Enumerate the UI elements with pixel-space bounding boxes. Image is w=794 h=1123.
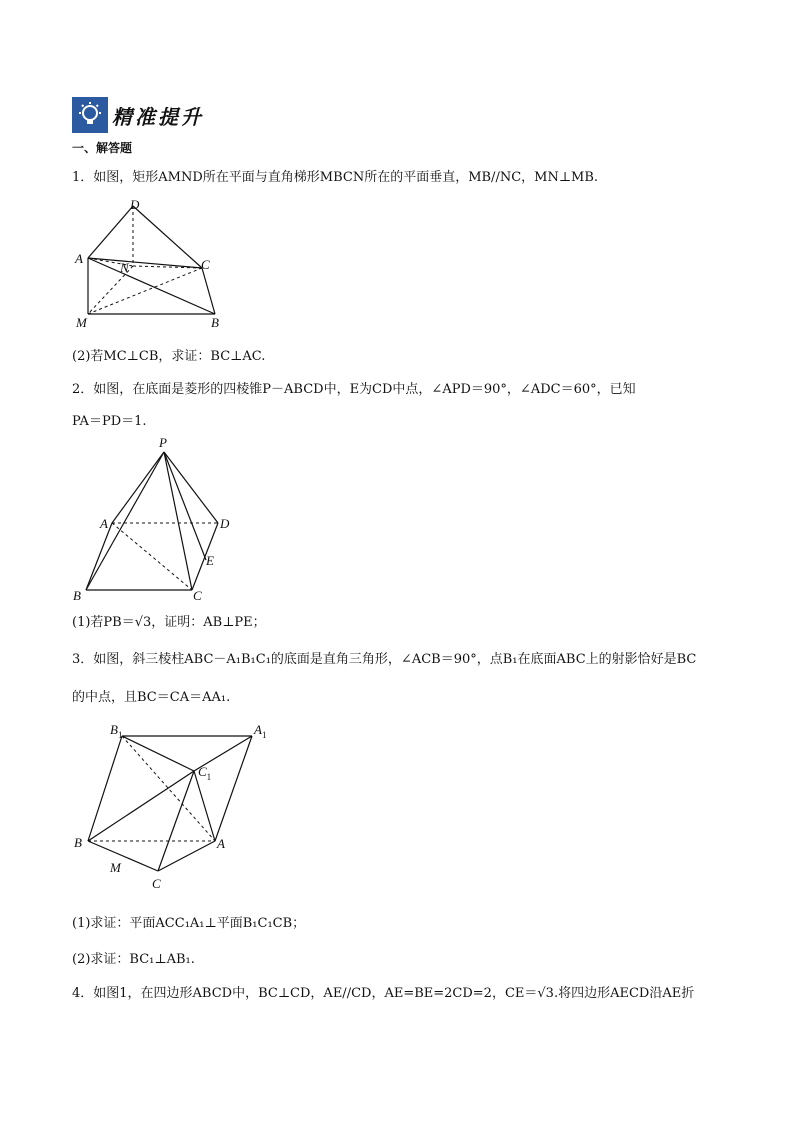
vertex-label-c: C — [152, 876, 161, 891]
vertex-label-c1: $C_1$ — [198, 764, 212, 782]
vertex-label-m: M — [110, 860, 121, 875]
vertex-label-a1: $A_1$ — [254, 722, 267, 740]
problem-4-statement: 4．如图1，在四边形ABCD中，BC⊥CD，AE//CD，AE=BE=2CD=2，CE＝√3.将四边形AECD沿AE折 — [72, 986, 695, 1001]
problem-1-statement: 1．如图，矩形AMND所在平面与直角梯形MBCN所在的平面垂直，MB//NC，MN⊥MB. — [72, 170, 599, 185]
problem-3-statement: 3．如图，斜三棱柱ABC－A₁B₁C₁的底面是直角三角形，∠ACB＝90°，点B₁在底面ABC上的射影恰好是BC — [72, 652, 697, 667]
vertex-label-b: B — [73, 588, 81, 602]
problem-1-figure — [70, 196, 230, 334]
section-title: 一、解答题 — [72, 141, 133, 155]
vertex-label-a: A — [217, 836, 225, 851]
vertex-label-b1: $B_1$ — [110, 722, 123, 740]
problem-3-figure — [70, 718, 270, 896]
vertex-label-c: C — [193, 588, 202, 602]
vertex-label-n: N — [120, 260, 129, 275]
vertex-label-a: A — [75, 251, 83, 266]
vertex-label-e: E — [206, 553, 214, 568]
section-banner — [72, 97, 204, 133]
vertex-label-d: D — [220, 516, 230, 531]
vertex-label-c: C — [201, 257, 210, 272]
problem-2-statement: 2．如图，在底面是菱形的四棱锥P－ABCD中，E为CD中点，∠APD＝90°，∠ADC＝60°，已知 — [72, 382, 636, 397]
problem-2-figure — [70, 432, 240, 602]
lightbulb-icon — [72, 97, 108, 133]
vertex-label-a: A — [100, 516, 108, 531]
vertex-label-b: B — [211, 315, 219, 330]
vertex-label-m: M — [76, 315, 87, 330]
problem-1-part-2: (2)若MC⊥CB，求证：BC⊥AC. — [72, 349, 266, 364]
vertex-label-d: D — [130, 197, 140, 212]
banner-title: 精准提升 — [112, 104, 204, 129]
problem-3-given: 的中点，且BC＝CA＝AA₁. — [72, 690, 231, 705]
vertex-label-p: P — [159, 435, 167, 450]
problem-3-part-1: (1)求证：平面ACC₁A₁⊥平面B₁C₁CB； — [72, 916, 306, 931]
problem-3-part-2: (2)求证：BC₁⊥AB₁. — [72, 952, 195, 967]
problem-2-part-1: (1)若PB＝√3，证明：AB⊥PE； — [72, 615, 266, 630]
vertex-label-b: B — [74, 835, 82, 850]
problem-2-given: PA＝PD＝1. — [72, 414, 147, 429]
